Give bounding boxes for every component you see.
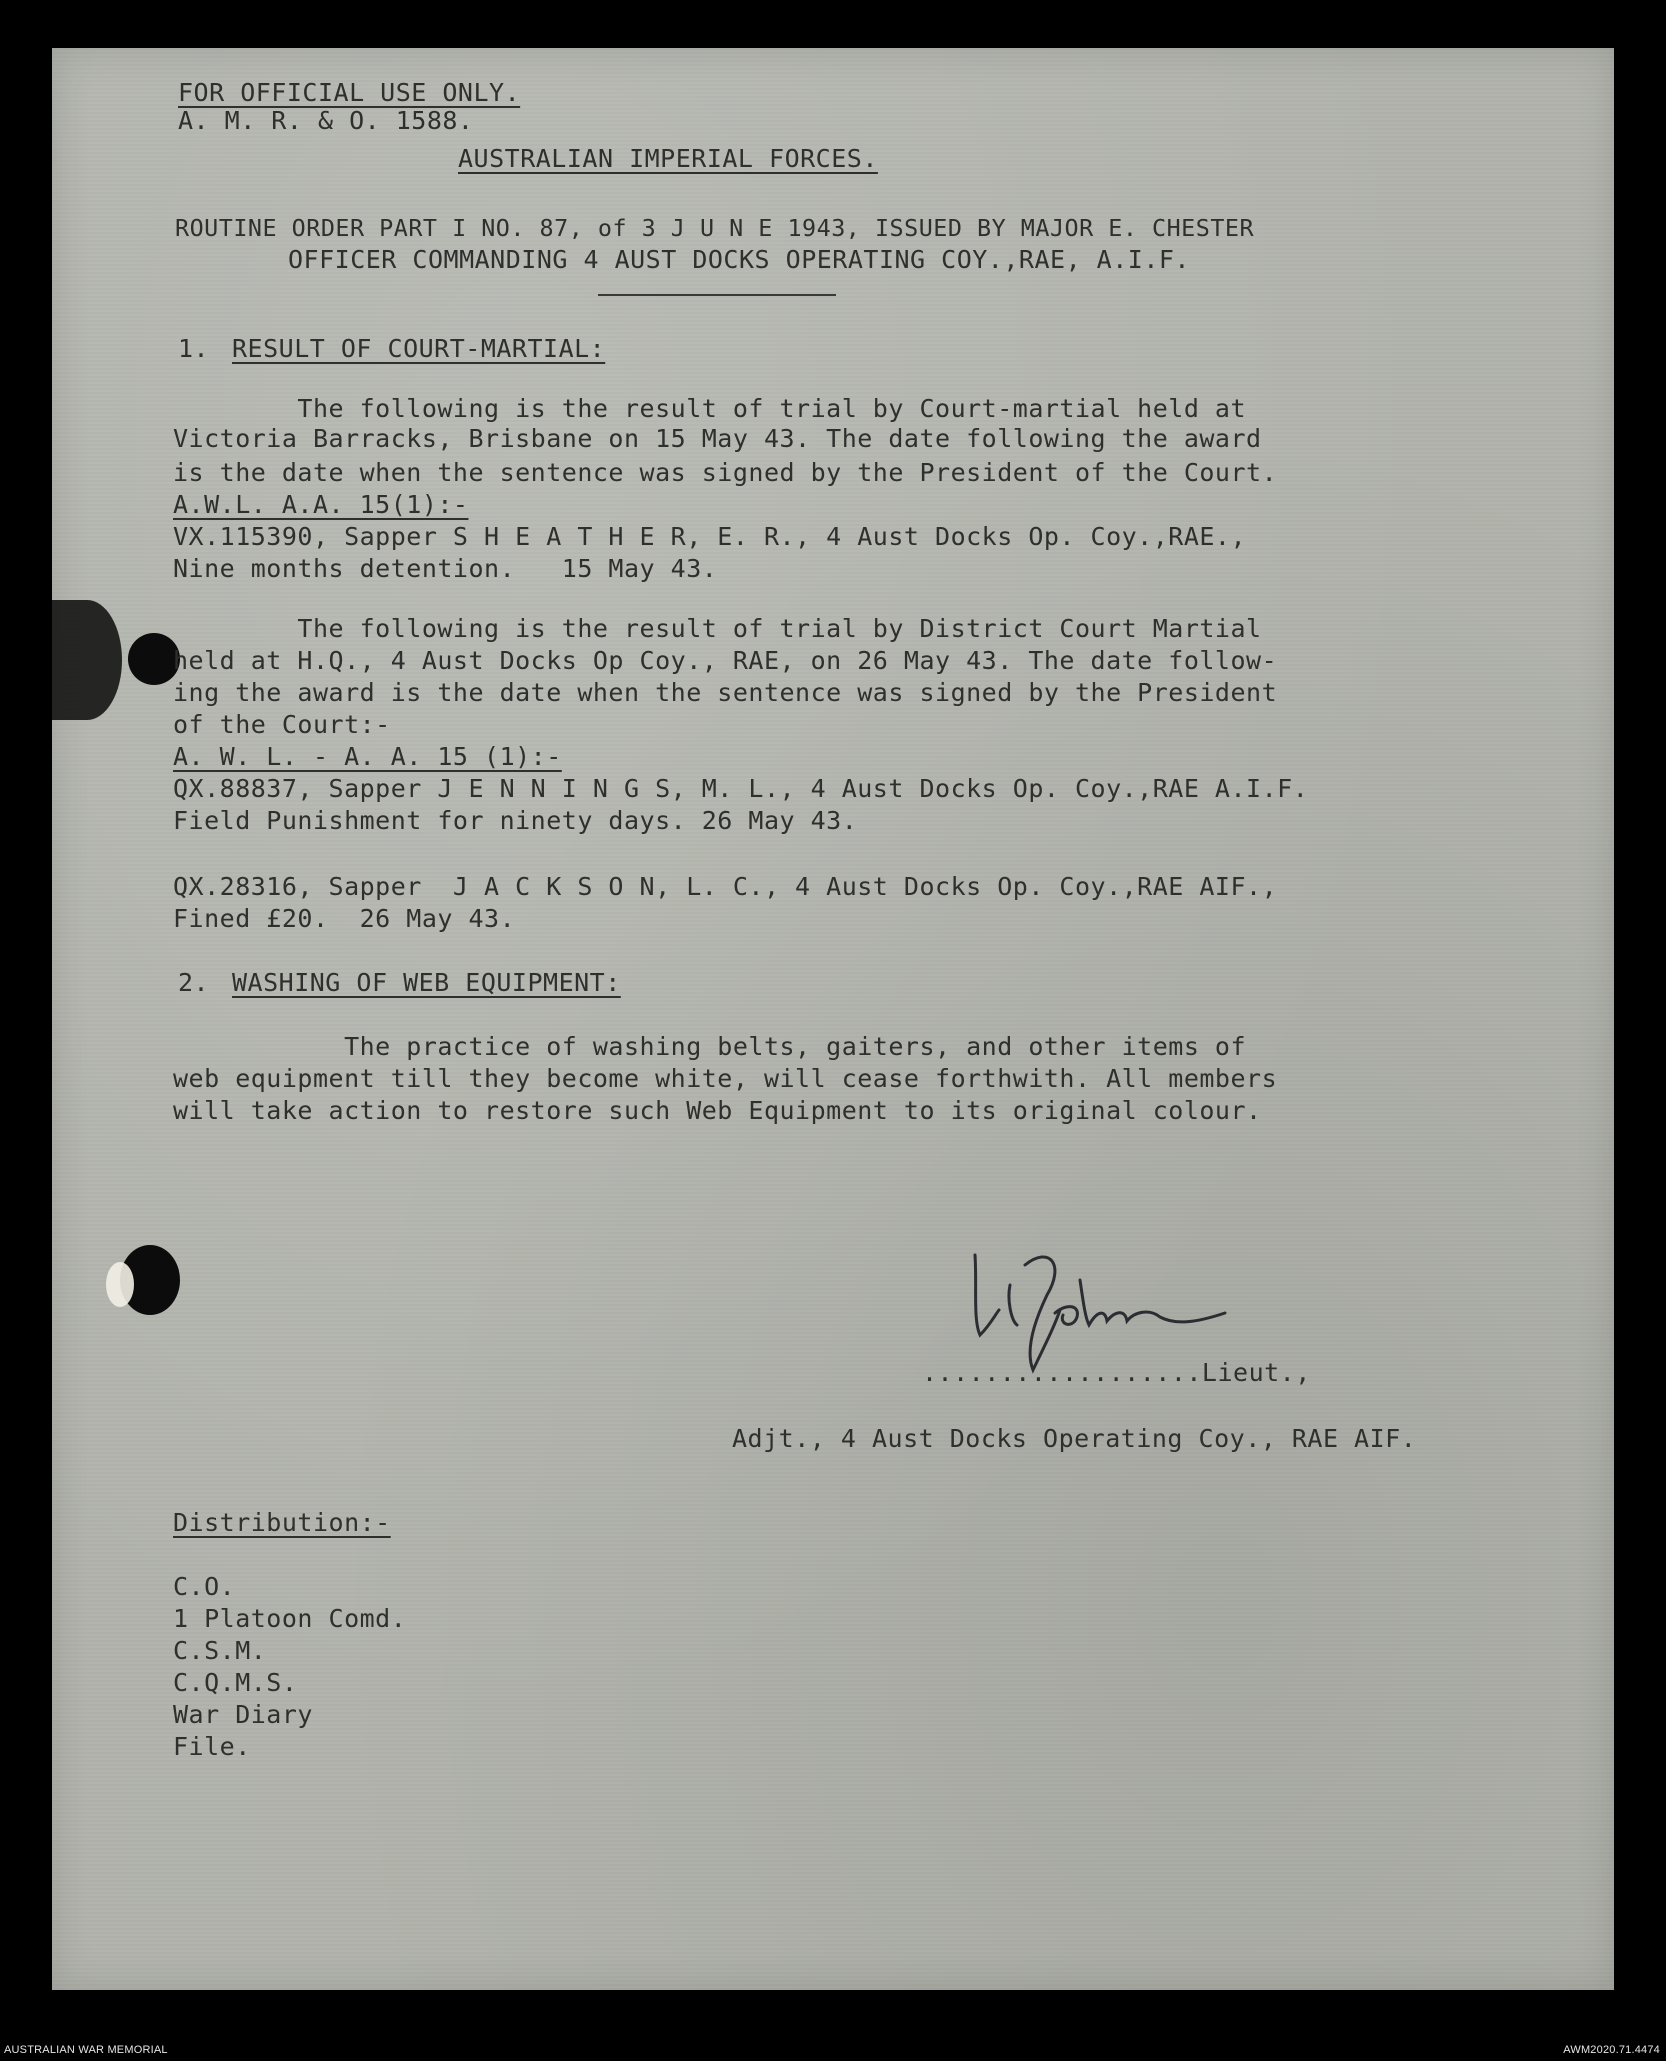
official-use-label: FOR OFFICIAL USE ONLY.	[178, 78, 521, 107]
section-1-para-2-line-1: The following is the result of trial by District Court Martial	[173, 614, 1262, 643]
section-2-body-line-3: will take action to restore such Web Equipment to its original colour.	[173, 1096, 1262, 1125]
section-1-entry-sheather-line-2: Nine months detention. 15 May 43.	[173, 554, 718, 583]
distribution-heading: Distribution:-	[173, 1508, 391, 1537]
routine-order-line-2: OFFICER COMMANDING 4 AUST DOCKS OPERATING COY.,RAE, A.I.F.	[288, 245, 1190, 274]
distribution-item-csm: C.S.M.	[173, 1636, 267, 1665]
section-1-entry-jackson-line-1: QX.28316, Sapper J A C K S O N, L. C., 4 Aust Docks Op. Coy.,RAE AIF.,	[173, 872, 1278, 901]
section-1-heading: RESULT OF COURT-MARTIAL:	[232, 334, 606, 363]
distribution-item-co: C.O.	[173, 1572, 236, 1601]
section-1-entry-sheather-line-1: VX.115390, Sapper S H E A T H E R, E. R., 4 Aust Docks Op. Coy.,RAE.,	[173, 522, 1247, 551]
section-1-para-1-line-1: The following is the result of trial by Court-martial held at	[173, 394, 1247, 423]
footer-archive-name: AUSTRALIAN WAR MEMORIAL	[4, 2044, 168, 2056]
section-1-entry-jackson-line-2: Fined £20. 26 May 43.	[173, 904, 516, 933]
header-rule	[598, 294, 836, 296]
footer-accession-number: AWM2020.71.4474	[1563, 2044, 1660, 2056]
section-1-para-1-line-3: is the date when the sentence was signed by the President of the Court.	[173, 458, 1278, 487]
section-2-body-line-2: web equipment till they become white, will cease forthwith. All members	[173, 1064, 1278, 1093]
section-1-para-2-line-2: held at H.Q., 4 Aust Docks Op Coy., RAE, on 26 May 43. The date follow-	[173, 646, 1278, 675]
distribution-item-platoon-comd: 1 Platoon Comd.	[173, 1604, 407, 1633]
section-1-entry-jennings-line-2: Field Punishment for ninety days. 26 May 43.	[173, 806, 858, 835]
distribution-item-file: File.	[173, 1732, 251, 1761]
routine-order-line-1: ROUTINE ORDER PART I NO. 87, of 3 J U N E 1943, ISSUED BY MAJOR E. CHESTER	[175, 214, 1255, 242]
section-1-para-1-ref: A.W.L. A.A. 15(1):-	[173, 490, 469, 519]
signatory-title: Adjt., 4 Aust Docks Operating Coy., RAE AIF.	[732, 1424, 1417, 1453]
section-2-number: 2.	[178, 968, 210, 997]
reference-number: A. M. R. & O. 1588.	[178, 106, 474, 135]
section-2-body-line-1: The practice of washing belts, gaiters, and other items of	[173, 1032, 1247, 1061]
section-1-entry-jennings-line-1: QX.88837, Sapper J E N N I N G S, M. L., 4 Aust Docks Op. Coy.,RAE A.I.F.	[173, 774, 1309, 803]
document-title: AUSTRALIAN IMPERIAL FORCES.	[458, 144, 878, 173]
section-2-heading: WASHING OF WEB EQUIPMENT:	[232, 968, 621, 997]
distribution-item-war-diary: War Diary	[173, 1700, 313, 1729]
distribution-item-cqms: C.Q.M.S.	[173, 1668, 298, 1697]
section-1-para-2-ref: A. W. L. - A. A. 15 (1):-	[173, 742, 562, 771]
ink-smear-upper	[52, 600, 122, 720]
section-1-number: 1.	[178, 334, 210, 363]
handwritten-signature	[955, 1225, 1255, 1375]
section-1-para-1-line-2: Victoria Barracks, Brisbane on 15 May 43. The date following the award	[173, 424, 1262, 453]
signature-line: ..................Lieut.,	[922, 1358, 1311, 1387]
section-1-para-2-line-3: ing the award is the date when the sentence was signed by the President	[173, 678, 1278, 707]
section-1-para-2-line-4: of the Court:-	[173, 710, 391, 739]
ink-smear-lower	[106, 1262, 134, 1307]
